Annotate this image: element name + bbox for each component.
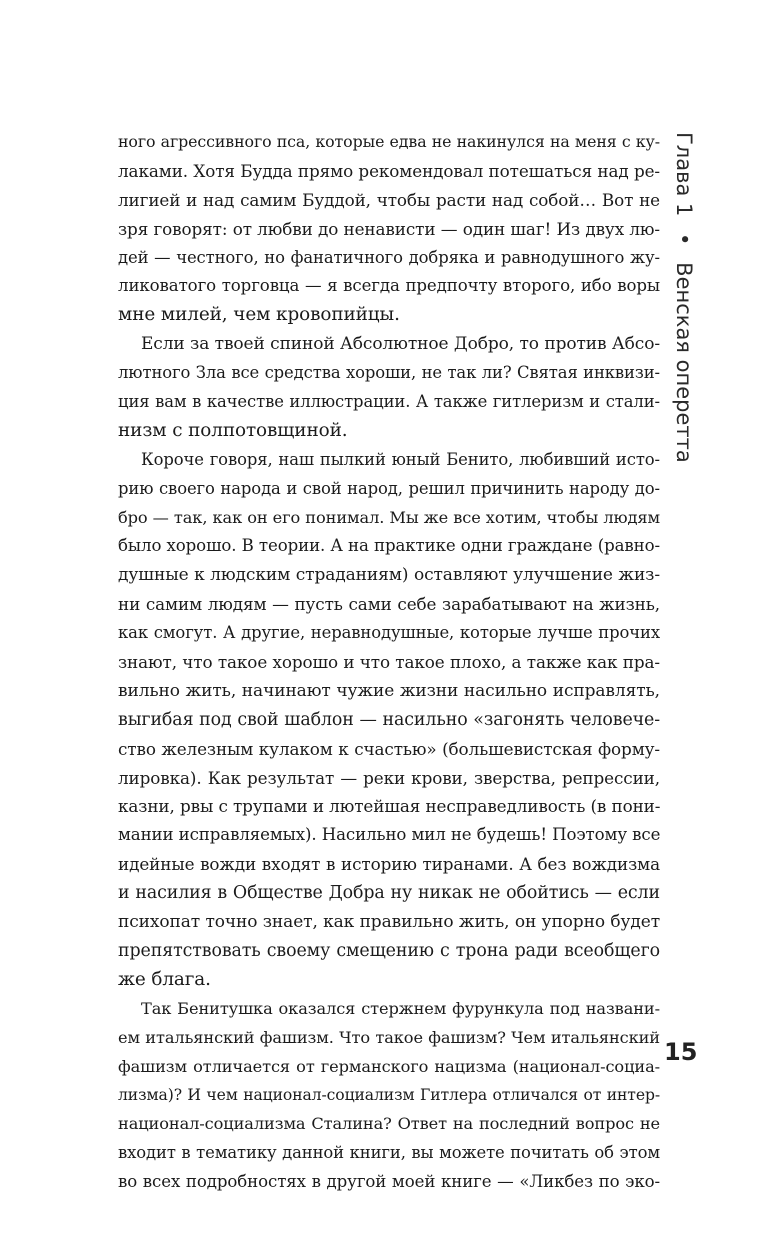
text-line: зря говорят: от любви до ненависти — один шаг! Из двух лю- [118, 218, 660, 239]
text-line: лировка). Как результат — реки крови, зверства, репрессии, [118, 767, 660, 788]
text-line: лютного Зла все средства хороши, не так ли? Святая инквизи- [118, 363, 660, 383]
text-line: психопат точно знает, как правильно жить, он упорно будет [118, 912, 660, 933]
text-line: знают, что такое хорошо и что такое плохо, а также как пра- [118, 652, 660, 673]
text-line: низм с полпотовщиной. [118, 419, 348, 441]
text-line: ция вам в качестве иллюстрации. А также гитлеризм и стали- [118, 392, 660, 412]
text-line: лаками. Хотя Будда прямо рекомендовал потешаться над ре- [118, 160, 660, 181]
text-line: выгибая под свой шаблон — насильно «загонять человече- [118, 709, 660, 730]
text-line: лигией и над самим Буддой, чтобы расти над собой… Вот не [118, 189, 660, 210]
text-line: мне милей, чем кровопийцы. [118, 304, 400, 326]
body-text [118, 128, 660, 1197]
text-line: входит в тематику данной книги, вы можете почитать об этом [118, 1143, 660, 1163]
text-line: ем итальянский фашизм. Что такое фашизм? Чем итальянский [118, 1027, 660, 1047]
running-head [666, 132, 702, 462]
running-head-title: Венская оперетта [672, 262, 696, 463]
text-line: бро — так, как он его понимал. Мы же все хотим, чтобы людям [118, 507, 660, 527]
text-line: казни, рвы с трупами и лютейшая несправедливость (в пони- [118, 796, 661, 817]
text-line: идейные вожди входят в историю тиранами. А без вождизма [118, 854, 660, 875]
text-line: вильно жить, начинают чужие жизни насильно исправлять, [118, 680, 660, 701]
text-line: и насилия в Обществе Добра ну никак не обойтись — если [118, 883, 660, 904]
text-line: Так Бенитушка оказался стержнем фурункула под названи- [141, 998, 660, 1018]
page-number: 15 [664, 1038, 698, 1066]
text-line: национал-социализма Сталина? Ответ на последний вопрос не [118, 1114, 660, 1134]
text-line: ного агрессивного пса, которые едва не накинулся на меня с ку- [118, 132, 660, 151]
text-line: было хорошо. В теории. А на практике одни граждане (равно- [118, 536, 660, 556]
text-line: фашизм отличается от германского нацизма (национал-социа- [118, 1056, 660, 1076]
text-line: же блага. [118, 968, 211, 990]
text-line: ликоватого торговца — я всегда предпочту второго, ибо воры [118, 276, 660, 296]
text-line: как смогут. А другие, неравнодушные, которые лучше прочих [118, 623, 660, 643]
text-line: ство железным кулаком к счастью» (большевистская форму- [118, 738, 660, 759]
text-line: Если за твоей спиной Абсолютное Добро, то против Абсо- [141, 334, 660, 355]
text-line: лизма)? И чем национал-социализм Гитлера отличался от интер- [118, 1086, 660, 1105]
text-line: ни самим людям — пусть сами себе зарабатывают на жизнь, [118, 594, 660, 615]
running-head-separator: • [672, 233, 696, 246]
text-line: рию своего народа и свой народ, решил причинить народу до- [118, 478, 660, 498]
text-line: Короче говоря, наш пылкий юный Бенито, любивший истo- [141, 449, 660, 469]
text-line: душные к людским страданиям) оставляют улучшение жиз- [118, 565, 660, 586]
text-line: препятствовать своему смещению с трона ради всеобщего [118, 940, 660, 961]
text-line: мании исправляемых). Насильно мил не будешь! Поэтому все [118, 825, 661, 845]
running-head-chapter: Глава 1 [672, 132, 696, 217]
text-line: дей — честного, но фанатичного добряка и равнодушного жу- [118, 247, 660, 267]
text-line: во всех подробностях в другой моей книге — «Ликбез по эко- [118, 1172, 660, 1192]
